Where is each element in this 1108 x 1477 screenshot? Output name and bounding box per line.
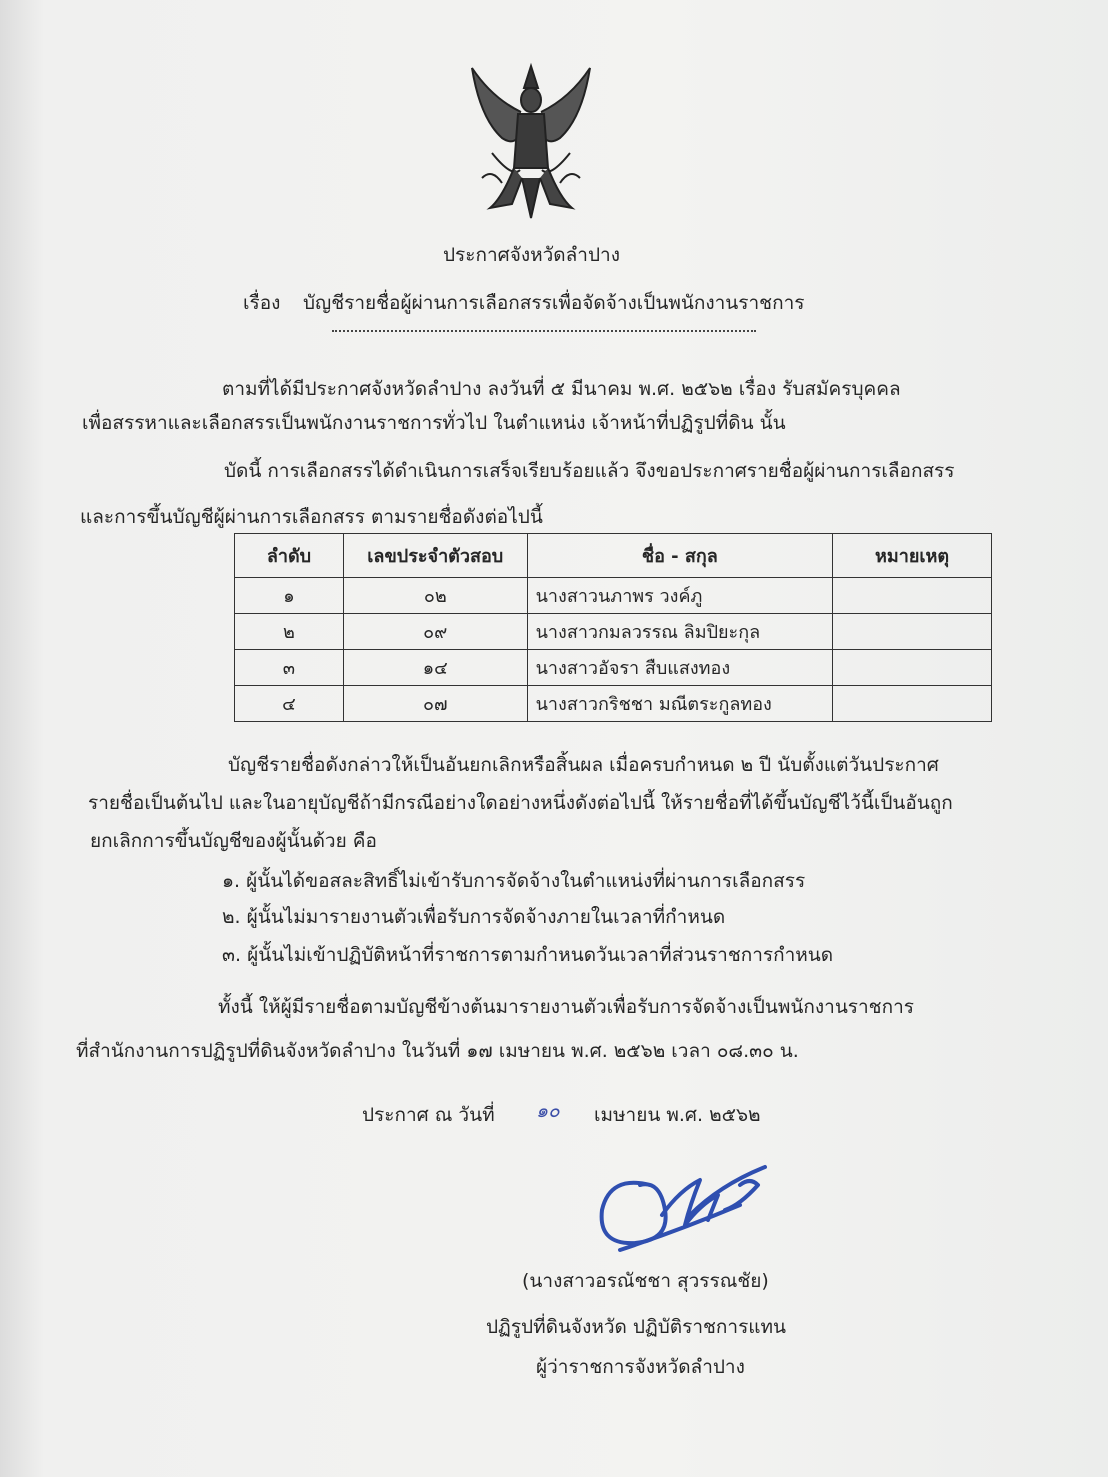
paragraph1-line2: เพื่อสรรหาและเลือกสรรเป็นพนักงานราชการทั่วไป ในตำแหน่ง เจ้าหน้าที่ปฏิรูปที่ดิน นั้น xyxy=(82,412,786,434)
cell-name: นางสาวกริชชา มณีตระกูลทอง xyxy=(527,686,833,722)
cell-order: ๔ xyxy=(235,686,344,722)
paragraph4-line1: ทั้งนี้ ให้ผู้มีรายชื่อตามบัญชีข้างต้นมารายงานตัวเพื่อรับการจัดจ้างเป็นพนักงานราชการ xyxy=(218,996,914,1018)
table-row xyxy=(235,578,992,614)
title-divider xyxy=(332,330,756,332)
announce-date-day: ๑๐ xyxy=(536,1100,560,1122)
announcement-title: ประกาศจังหวัดลำปาง xyxy=(443,244,620,266)
table-row xyxy=(235,686,992,722)
cell-exam-id: ๐๗ xyxy=(343,686,527,722)
paragraph2-line1: บัดนี้ การเลือกสรรได้ดำเนินการเสร็จเรียบร้อยแล้ว จึงขอประกาศรายชื่อผู้ผ่านการเลือกสรร xyxy=(224,460,955,482)
cell-name: นางสาวอัจรา สืบแสงทอง xyxy=(527,650,833,686)
subject-text: บัญชีรายชื่อผู้ผ่านการเลือกสรรเพื่อจัดจ้างเป็นพนักงานราชการ xyxy=(303,292,805,314)
cell-note xyxy=(833,686,992,722)
cell-name: นางสาวนภาพร วงค์ภู xyxy=(527,578,833,614)
condition-item: ๓. ผู้นั้นไม่เข้าปฏิบัติหน้าที่ราชการตามกำหนดวันเวลาที่ส่วนราชการกำหนด xyxy=(222,944,834,966)
candidate-table xyxy=(234,533,992,722)
condition-item: ๑. ผู้นั้นได้ขอสละสิทธิ์ไม่เข้ารับการจัดจ้างในตำแหน่งที่ผ่านการเลือกสรร xyxy=(222,870,806,892)
cell-order: ๑ xyxy=(235,578,344,614)
cell-name: นางสาวกมลวรรณ ลิมปิยะกุล xyxy=(527,614,833,650)
subject-label: เรื่อง xyxy=(243,292,281,314)
garuda-emblem-icon xyxy=(462,58,600,228)
announce-date-prefix: ประกาศ ณ วันที่ xyxy=(362,1104,495,1126)
header-exam-id: เลขประจำตัวสอบ xyxy=(343,534,527,578)
table-header-row xyxy=(235,534,992,578)
header-note: หมายเหตุ xyxy=(833,534,992,578)
cell-note xyxy=(833,650,992,686)
paragraph3-line1: บัญชีรายชื่อดังกล่าวให้เป็นอันยกเลิกหรือสิ้นผล เมื่อครบกำหนด ๒ ปี นับตั้งแต่วันประกาศ xyxy=(228,754,939,776)
table-row xyxy=(235,614,992,650)
cell-note xyxy=(833,614,992,650)
cell-order: ๒ xyxy=(235,614,344,650)
cell-note xyxy=(833,578,992,614)
signer-name: (นางสาวอรณัชชา สุวรรณชัย) xyxy=(522,1270,769,1292)
paragraph3-line3: ยกเลิกการขึ้นบัญชีของผู้นั้นด้วย คือ xyxy=(90,830,377,852)
cell-exam-id: ๐๙ xyxy=(343,614,527,650)
paragraph4-line2: ที่สำนักงานการปฏิรูปที่ดินจังหวัดลำปาง ในวันที่ ๑๗ เมษายน พ.ศ. ๒๕๖๒ เวลา ๐๘.๓๐ น. xyxy=(76,1040,799,1062)
signature-image xyxy=(590,1155,780,1265)
table-row xyxy=(235,650,992,686)
cell-exam-id: ๐๒ xyxy=(343,578,527,614)
condition-item: ๒. ผู้นั้นไม่มารายงานตัวเพื่อรับการจัดจ้างภายในเวลาที่กำหนด xyxy=(222,906,726,928)
header-order: ลำดับ xyxy=(235,534,344,578)
announce-date-suffix: เมษายน พ.ศ. ๒๕๖๒ xyxy=(594,1104,761,1126)
signer-position: ปฏิรูปที่ดินจังหวัด ปฏิบัติราชการแทน xyxy=(486,1316,787,1338)
cell-order: ๓ xyxy=(235,650,344,686)
paragraph3-line2: รายชื่อเป็นต้นไป และในอายุบัญชีถ้ามีกรณีอย่างใดอย่างหนึ่งดังต่อไปนี้ ให้รายชื่อที่ได้ขึ้นบัญชีไว้นี้เป็นอันถูก xyxy=(88,792,953,814)
header-name: ชื่อ - สกุล xyxy=(527,534,833,578)
cell-exam-id: ๑๔ xyxy=(343,650,527,686)
signer-office: ผู้ว่าราชการจังหวัดลำปาง xyxy=(536,1356,745,1378)
paragraph1-line1: ตามที่ได้มีประกาศจังหวัดลำปาง ลงวันที่ ๕ มีนาคม พ.ศ. ๒๕๖๒ เรื่อง รับสมัครบุคคล xyxy=(222,378,901,400)
paragraph2-line2: และการขึ้นบัญชีผู้ผ่านการเลือกสรร ตามรายชื่อดังต่อไปนี้ xyxy=(80,506,543,528)
